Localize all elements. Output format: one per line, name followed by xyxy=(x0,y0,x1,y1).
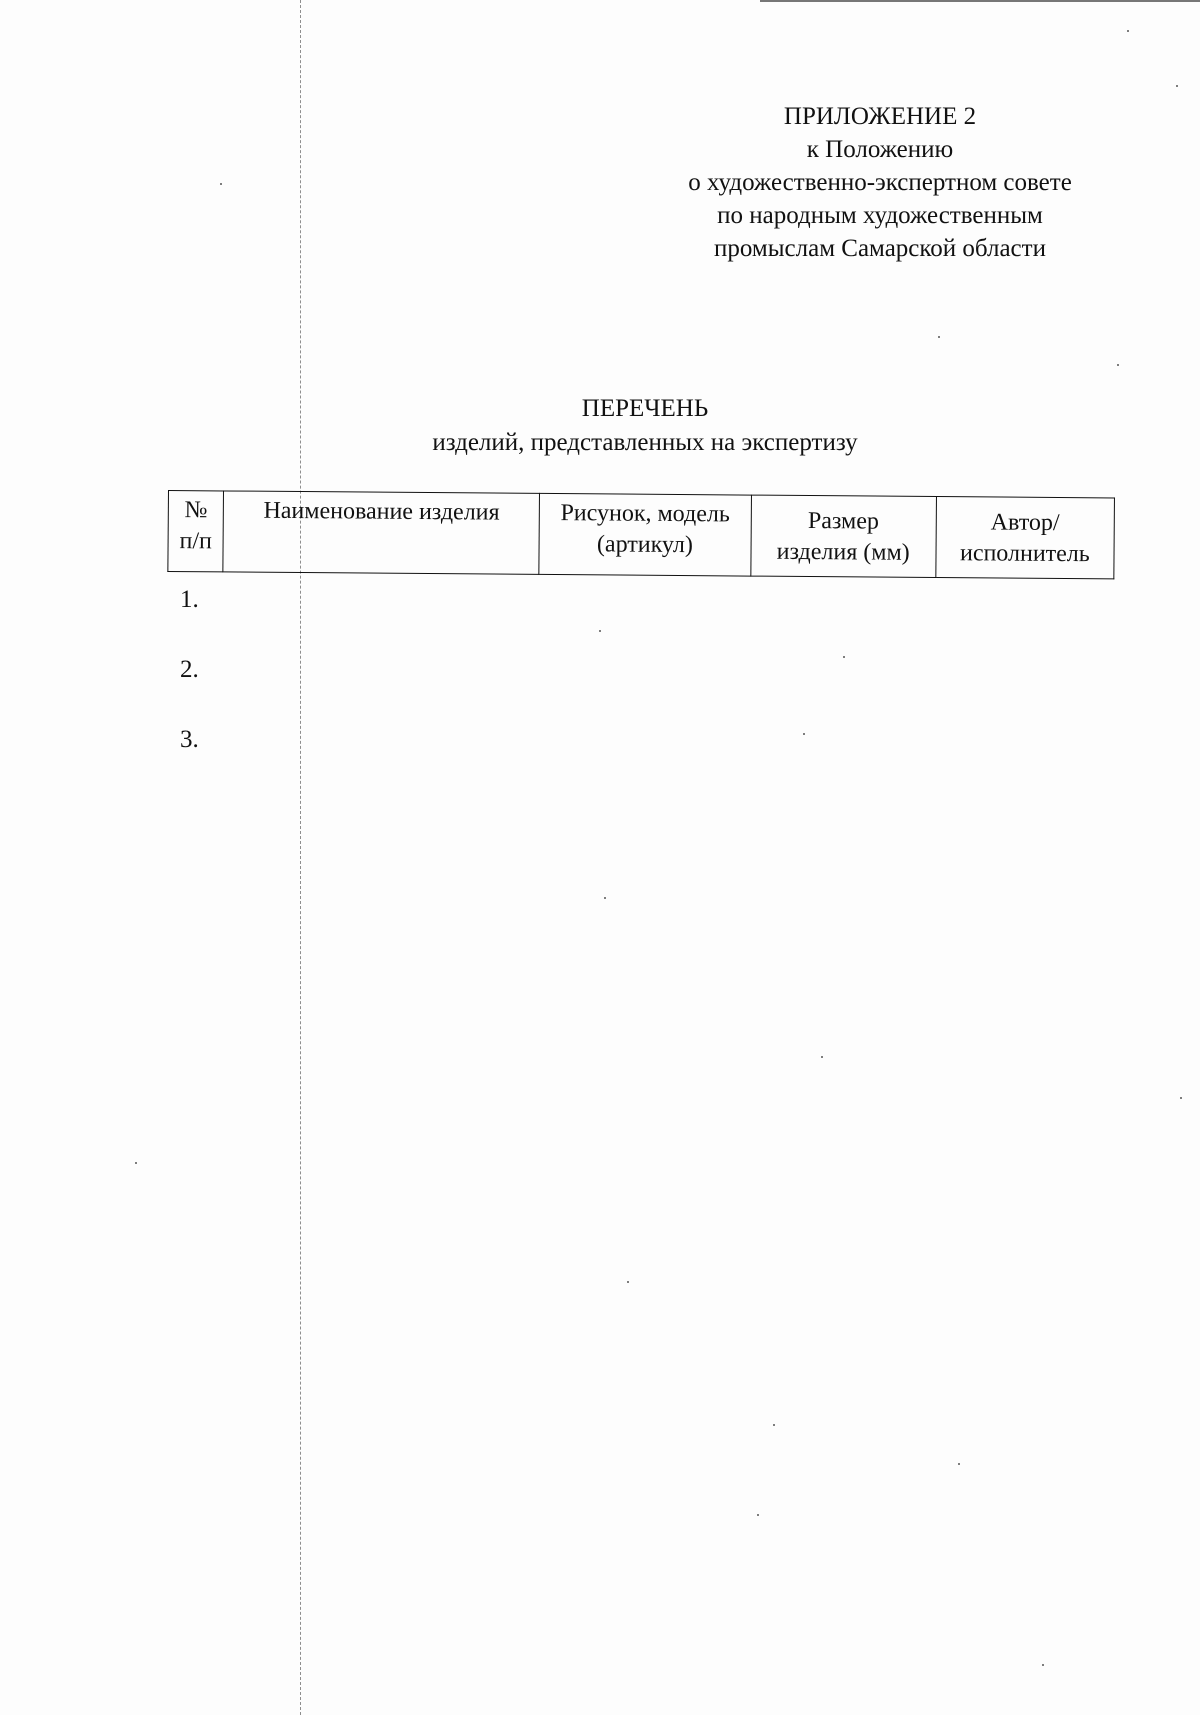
scan-speck xyxy=(843,656,845,658)
scan-speck xyxy=(599,630,601,632)
scan-speck xyxy=(135,1162,137,1164)
scan-speck xyxy=(1176,85,1178,87)
items-table xyxy=(167,490,1115,579)
row-number-list xyxy=(180,583,199,793)
list-subtitle: изделий, представленных на экспертизу xyxy=(432,429,858,456)
header-author xyxy=(936,497,1115,579)
table-header-row xyxy=(168,491,1115,579)
appendix-line: ПРИЛОЖЕНИЕ 2 xyxy=(783,103,977,130)
scan-speck xyxy=(821,1056,823,1058)
scan-speck xyxy=(604,897,606,899)
list-title: ПЕРЕЧЕНЬ xyxy=(581,395,709,422)
row-number: 2. xyxy=(180,656,199,683)
appendix-line: к Положению xyxy=(806,136,954,163)
appendix-line: о художественно-экспертном совете xyxy=(688,169,1072,196)
scan-speck xyxy=(220,183,222,185)
scan-speck xyxy=(1180,1097,1182,1099)
scan-speck xyxy=(938,336,940,338)
header-drawing-model xyxy=(539,493,751,576)
header-item-size-line2: изделия (мм) xyxy=(776,538,910,566)
header-drawing-model-line1: Рисунок, модель xyxy=(560,500,730,528)
list-heading xyxy=(300,392,990,460)
row-number: 1. xyxy=(180,586,199,613)
scan-speck xyxy=(1127,30,1129,32)
scan-speck xyxy=(773,1424,775,1426)
header-number-line2: п/п xyxy=(179,528,213,555)
appendix-line: по народным художественным xyxy=(717,202,1043,229)
header-item-size xyxy=(750,495,936,577)
row-number: 3. xyxy=(180,726,199,753)
appendix-line: промыслам Самарской области xyxy=(714,235,1046,262)
appendix-heading xyxy=(640,100,1120,265)
scan-speck xyxy=(757,1514,759,1516)
scan-fold-line xyxy=(300,0,301,1715)
scan-speck xyxy=(958,1463,960,1465)
header-item-name-line1: Наименование изделия xyxy=(263,497,500,526)
header-author-line2: исполнитель xyxy=(959,540,1090,568)
header-item-name xyxy=(223,491,539,574)
scan-top-edge xyxy=(760,0,1200,2)
header-drawing-model-line2: (артикул) xyxy=(596,531,693,559)
header-number xyxy=(168,491,224,572)
scan-speck xyxy=(1117,364,1119,366)
scan-speck xyxy=(1042,1664,1044,1666)
header-author-line1: Автор/ xyxy=(990,509,1060,537)
header-item-size-line1: Размер xyxy=(807,508,880,535)
header-number-line1: № xyxy=(184,497,208,524)
scan-speck xyxy=(627,1281,629,1283)
scan-speck xyxy=(803,733,805,735)
